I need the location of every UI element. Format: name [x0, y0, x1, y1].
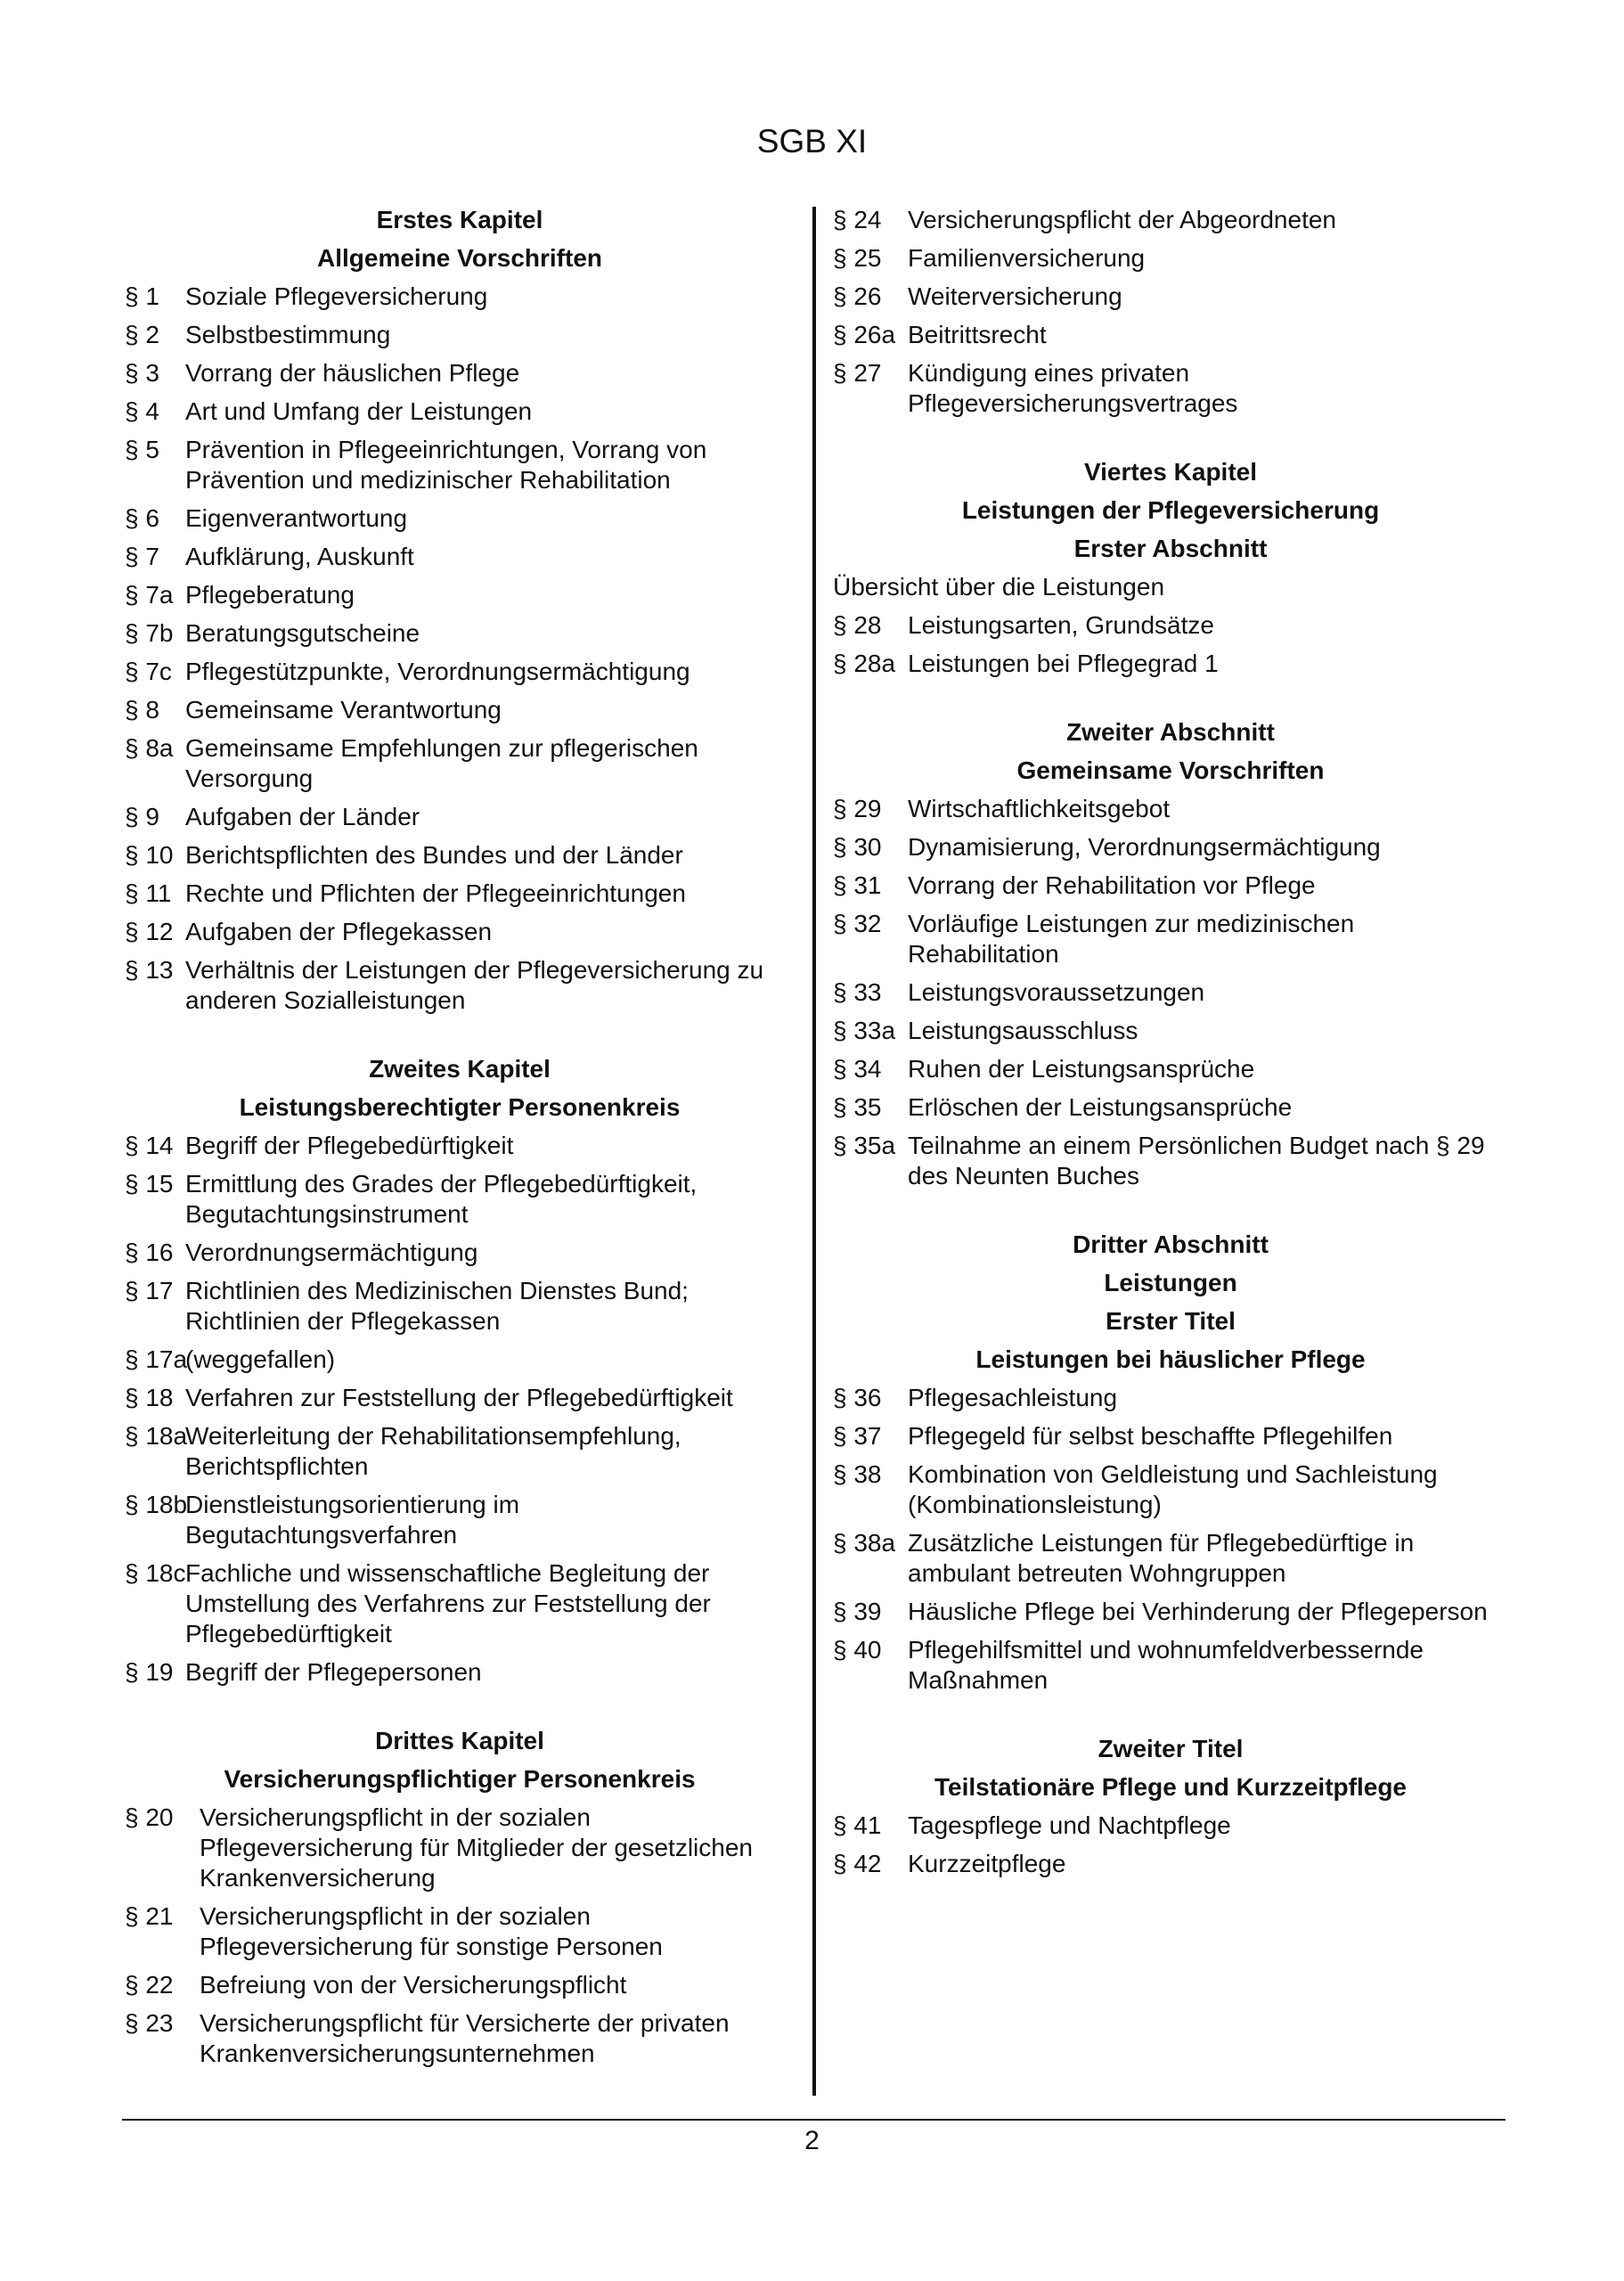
toc-entry	[125, 1238, 795, 1268]
paragraph-number: § 17a	[125, 1345, 188, 1373]
paragraph-title: Versicherungspflicht der Abgeordneten	[908, 206, 1336, 233]
toc-entry	[833, 358, 1508, 419]
paragraph-number: § 13	[125, 956, 174, 984]
paragraph-title: Pflegestützpunkte, Verordnungsermächtigung	[185, 658, 690, 685]
paragraph-number: § 7c	[125, 658, 172, 685]
toc-entry	[125, 320, 795, 350]
section-heading: Erster Titel	[1106, 1307, 1236, 1335]
paragraph-number: § 42	[833, 1850, 882, 1877]
column-divider	[812, 207, 816, 2096]
section-heading: Leistungsberechtigter Personenkreis	[239, 1093, 681, 1121]
toc-entry	[833, 1016, 1508, 1046]
paragraph-title: Kombination von Geldleistung und Sachleistung (Kombinationsleistung)	[908, 1460, 1438, 1518]
toc-entry	[833, 1383, 1508, 1413]
paragraph-number: § 34	[833, 1055, 882, 1083]
paragraph-title: Leistungsarten, Grundsätze	[908, 611, 1214, 639]
toc-entry	[125, 1421, 795, 1482]
paragraph-number: § 1	[125, 282, 159, 310]
paragraph-number: § 23	[125, 2009, 174, 2037]
paragraph-title: Leistungsvoraussetzungen	[908, 978, 1205, 1006]
toc-entry	[125, 435, 795, 495]
paragraph-number: § 14	[125, 1132, 174, 1159]
paragraph-number: § 30	[833, 833, 882, 861]
paragraph-title: Dynamisierung, Verordnungsermächtigung	[908, 833, 1381, 861]
toc-entry	[833, 282, 1508, 312]
toc-entry	[125, 503, 795, 534]
toc-entry	[833, 1054, 1508, 1084]
paragraph-title: Begriff der Pflegepersonen	[185, 1658, 482, 1686]
paragraph-number: § 35a	[833, 1132, 896, 1159]
paragraph-number: § 18a	[125, 1422, 188, 1450]
left-column	[125, 205, 795, 2077]
paragraph-title: Familienversicherung	[908, 244, 1146, 272]
paragraph-title: Tagespflege und Nachtpflege	[908, 1811, 1231, 1839]
paragraph-number: § 19	[125, 1658, 174, 1686]
footer-rule	[122, 2119, 1506, 2121]
paragraph-number: § 21	[125, 1902, 174, 1930]
paragraph-title: Wirtschaftlichkeitsgebot	[908, 795, 1171, 822]
paragraph-number: § 18b	[125, 1491, 188, 1518]
paragraph-title: Ermittlung des Grades der Pflegebedürftigkeit, Begutachtungsinstrument	[185, 1170, 698, 1228]
toc-entry	[125, 618, 795, 649]
paragraph-number: § 18c	[125, 1559, 186, 1587]
paragraph-number: § 7	[125, 543, 159, 570]
paragraph-title: Zusätzliche Leistungen für Pflegebedürftige in ambulant betreuten Wohngruppen	[908, 1529, 1415, 1587]
paragraph-number: § 35	[833, 1093, 882, 1121]
paragraph-title: Eigenverantwortung	[185, 504, 408, 532]
paragraph-title: Vorrang der häuslichen Pflege	[185, 359, 520, 387]
paragraph-number: § 8	[125, 696, 159, 724]
toc-entry	[125, 542, 795, 572]
paragraph-title: Pflegehilfsmittel und wohnumfeldverbessernde Maßnahmen	[908, 1636, 1424, 1694]
toc-entry	[125, 917, 795, 947]
paragraph-title: Pflegegeld für selbst beschaffte Pflegehilfen	[908, 1422, 1393, 1450]
paragraph-title: Verordnungsermächtigung	[185, 1239, 478, 1266]
toc-entry	[833, 1528, 1508, 1589]
paragraph-title: Art und Umfang der Leistungen	[185, 397, 533, 425]
paragraph-number: § 31	[833, 871, 882, 899]
toc-entry	[125, 1383, 795, 1413]
toc-entry	[833, 1849, 1508, 1879]
toc-entry	[125, 1490, 795, 1550]
paragraph-number: § 16	[125, 1239, 174, 1266]
paragraph-title: Pflegeberatung	[185, 581, 355, 609]
paragraph-number: § 26a	[833, 321, 896, 348]
paragraph-number: § 40	[833, 1636, 882, 1664]
toc-entry	[833, 832, 1508, 863]
paragraph-title: Richtlinien des Medizinischen Dienstes Bund; Richtlinien der Pflegekassen	[185, 1277, 689, 1335]
paragraph-title: Dienstleistungsorientierung im Begutachtungsverfahren	[185, 1491, 520, 1549]
paragraph-title: Fachliche und wissenschaftliche Begleitung der Umstellung des Verfahrens zur Feststellung der Pflegebedürftigkeit	[185, 1559, 711, 1647]
section-heading: Teilstationäre Pflege und Kurzzeitpflege	[934, 1773, 1407, 1801]
paragraph-title: Selbstbestimmung	[185, 321, 391, 348]
paragraph-number: § 27	[833, 359, 882, 387]
paragraph-number: § 7a	[125, 581, 174, 609]
toc-entry	[833, 610, 1508, 641]
paragraph-title: Pflegesachleistung	[908, 1384, 1118, 1411]
paragraph-number: § 39	[833, 1598, 882, 1625]
section-heading: Versicherungspflichtiger Personenkreis	[224, 1765, 696, 1793]
paragraph-title: Befreiung von der Versicherungspflicht	[200, 1971, 627, 1999]
paragraph-number: § 4	[125, 397, 159, 425]
paragraph-title: Gemeinsame Verantwortung	[185, 696, 502, 724]
toc-entry	[125, 840, 795, 871]
paragraph-title: Kündigung eines privaten Pflegeversicherungsvertrages	[908, 359, 1238, 417]
paragraph-number: § 15	[125, 1170, 174, 1198]
paragraph-number: § 2	[125, 321, 159, 348]
paragraph-title: (weggefallen)	[185, 1345, 336, 1373]
section-heading: Gemeinsame Vorschriften	[1016, 756, 1325, 784]
paragraph-title: Berichtspflichten des Bundes und der Länder	[185, 841, 683, 869]
toc-entry	[125, 879, 795, 909]
paragraph-number: § 28	[833, 611, 882, 639]
paragraph-number: § 33	[833, 978, 882, 1006]
paragraph-title: Weiterleitung der Rehabilitationsempfehlung, Berichtspflichten	[185, 1422, 681, 1480]
toc-entry	[125, 1803, 795, 1893]
paragraph-title: Prävention in Pflegeeinrichtungen, Vorrang von Prävention und medizinischer Rehabilitation	[185, 436, 707, 494]
paragraph-number: § 6	[125, 504, 159, 532]
toc-entry	[125, 1901, 795, 1962]
paragraph-number: § 7b	[125, 619, 174, 647]
paragraph-number: § 28a	[833, 650, 896, 677]
paragraph-title: Beratungsgutscheine	[185, 619, 420, 647]
toc-entry	[125, 695, 795, 725]
toc-entry	[125, 955, 795, 1016]
toc-entry	[833, 243, 1508, 274]
paragraph-number: § 33a	[833, 1017, 896, 1044]
section-heading: Erstes Kapitel	[376, 206, 543, 233]
toc-entry	[833, 909, 1508, 969]
document-title: SGB XI	[756, 123, 868, 159]
toc-entry	[125, 1558, 795, 1649]
paragraph-title: Erlöschen der Leistungsansprüche	[908, 1093, 1293, 1121]
toc-entry	[125, 2008, 795, 2069]
paragraph-number: § 5	[125, 436, 159, 463]
paragraph-title: Gemeinsame Empfehlungen zur pflegerischen Versorgung	[185, 734, 698, 792]
paragraph-title: Soziale Pflegeversicherung	[185, 282, 488, 310]
toc-entry	[125, 358, 795, 388]
paragraph-number: § 9	[125, 803, 159, 830]
paragraph-number: § 26	[833, 282, 882, 310]
toc-entry	[833, 1635, 1508, 1696]
paragraph-number: § 3	[125, 359, 159, 387]
paragraph-number: § 38	[833, 1460, 882, 1488]
paragraph-number: § 18	[125, 1384, 174, 1411]
paragraph-title: Begriff der Pflegebedürftigkeit	[185, 1132, 514, 1159]
section-heading: Allgemeine Vorschriften	[316, 244, 602, 272]
toc-entry	[125, 1131, 795, 1161]
paragraph-title: Häusliche Pflege bei Verhinderung der Pflegeperson	[908, 1598, 1488, 1625]
toc-entry	[833, 977, 1508, 1008]
paragraph-number: § 22	[125, 1971, 174, 1999]
toc-entry	[833, 1092, 1508, 1123]
section-heading: Drittes Kapitel	[375, 1727, 544, 1754]
paragraph-title: Weiterversicherung	[908, 282, 1122, 310]
paragraph-title: Verfahren zur Feststellung der Pflegebedürftigkeit	[185, 1384, 733, 1411]
paragraph-title: Rechte und Pflichten der Pflegeeinrichtungen	[185, 879, 686, 907]
paragraph-title: Beitrittsrecht	[908, 321, 1047, 348]
paragraph-number: § 24	[833, 206, 882, 233]
toc-entry	[833, 1421, 1508, 1451]
section-subtitle: Übersicht über die Leistungen	[833, 573, 1165, 601]
toc-entry	[125, 1657, 795, 1688]
paragraph-title: Kurzzeitpflege	[908, 1850, 1066, 1877]
section-heading: Zweiter Abschnitt	[1066, 718, 1275, 746]
toc-entry	[833, 871, 1508, 901]
paragraph-title: Aufgaben der Pflegekassen	[185, 918, 493, 945]
paragraph-title: Aufklärung, Auskunft	[185, 543, 414, 570]
paragraph-number: § 32	[833, 910, 882, 937]
paragraph-number: § 10	[125, 841, 174, 869]
paragraph-title: Leistungsausschluss	[908, 1017, 1138, 1044]
paragraph-number: § 11	[125, 879, 172, 907]
toc-entry	[833, 1597, 1508, 1627]
paragraph-number: § 41	[833, 1811, 882, 1839]
toc-entry	[833, 1131, 1508, 1191]
section-heading: Zweites Kapitel	[369, 1055, 551, 1083]
paragraph-number: § 29	[833, 795, 882, 822]
toc-entry	[833, 320, 1508, 350]
paragraph-title: Verhältnis der Leistungen der Pflegeversicherung zu anderen Sozialleistungen	[185, 956, 764, 1014]
section-heading: Viertes Kapitel	[1083, 458, 1258, 486]
section-heading: Dritter Abschnitt	[1073, 1230, 1269, 1258]
paragraph-title: Vorrang der Rehabilitation vor Pflege	[908, 871, 1316, 899]
paragraph-number: § 12	[125, 918, 174, 945]
paragraph-number: § 25	[833, 244, 882, 272]
toc-entry	[125, 1345, 795, 1375]
toc-entry	[125, 580, 795, 610]
toc-entry	[833, 1811, 1508, 1841]
toc-entry	[833, 649, 1508, 679]
section-heading: Erster Abschnitt	[1073, 535, 1268, 562]
toc-entry	[125, 1276, 795, 1337]
section-heading: Zweiter Titel	[1098, 1735, 1244, 1762]
section-heading: Leistungen bei häuslicher Pflege	[975, 1345, 1366, 1373]
page-number: 2	[804, 2126, 820, 2155]
paragraph-title: Teilnahme an einem Persönlichen Budget nach § 29 des Neunten Buches	[908, 1132, 1485, 1190]
toc-entry	[125, 1169, 795, 1230]
paragraph-title: Vorläufige Leistungen zur medizinischen Rehabilitation	[908, 910, 1355, 968]
toc-entry	[125, 733, 795, 794]
right-column	[833, 205, 1508, 1887]
paragraph-title: Aufgaben der Länder	[185, 803, 420, 830]
toc-entry	[833, 1459, 1508, 1520]
paragraph-title: Versicherungspflicht für Versicherte der privaten Krankenversicherungsunternehmen	[200, 2009, 730, 2067]
toc-entry	[125, 802, 795, 832]
toc-entry	[125, 1970, 795, 2000]
paragraph-number: § 37	[833, 1422, 882, 1450]
paragraph-number: § 38a	[833, 1529, 896, 1557]
section-heading: Leistungen der Pflegeversicherung	[961, 496, 1380, 524]
toc-entry	[125, 397, 795, 427]
paragraph-number: § 20	[125, 1803, 174, 1831]
paragraph-number: § 8a	[125, 734, 174, 762]
toc-entry	[833, 794, 1508, 824]
section-heading: Leistungen	[1104, 1269, 1237, 1296]
paragraph-title: Leistungen bei Pflegegrad 1	[908, 650, 1219, 677]
paragraph-title: Versicherungspflicht in der sozialen Pflegeversicherung für sonstige Personen	[200, 1902, 663, 1960]
toc-entry	[125, 282, 795, 312]
paragraph-number: § 17	[125, 1277, 174, 1304]
paragraph-title: Versicherungspflicht in der sozialen Pflegeversicherung für Mitglieder der gesetzlichen Krankenversicherung	[200, 1803, 753, 1892]
toc-entry	[125, 657, 795, 687]
toc-entry	[833, 205, 1508, 235]
paragraph-title: Ruhen der Leistungsansprüche	[908, 1055, 1255, 1083]
paragraph-number: § 36	[833, 1384, 882, 1411]
